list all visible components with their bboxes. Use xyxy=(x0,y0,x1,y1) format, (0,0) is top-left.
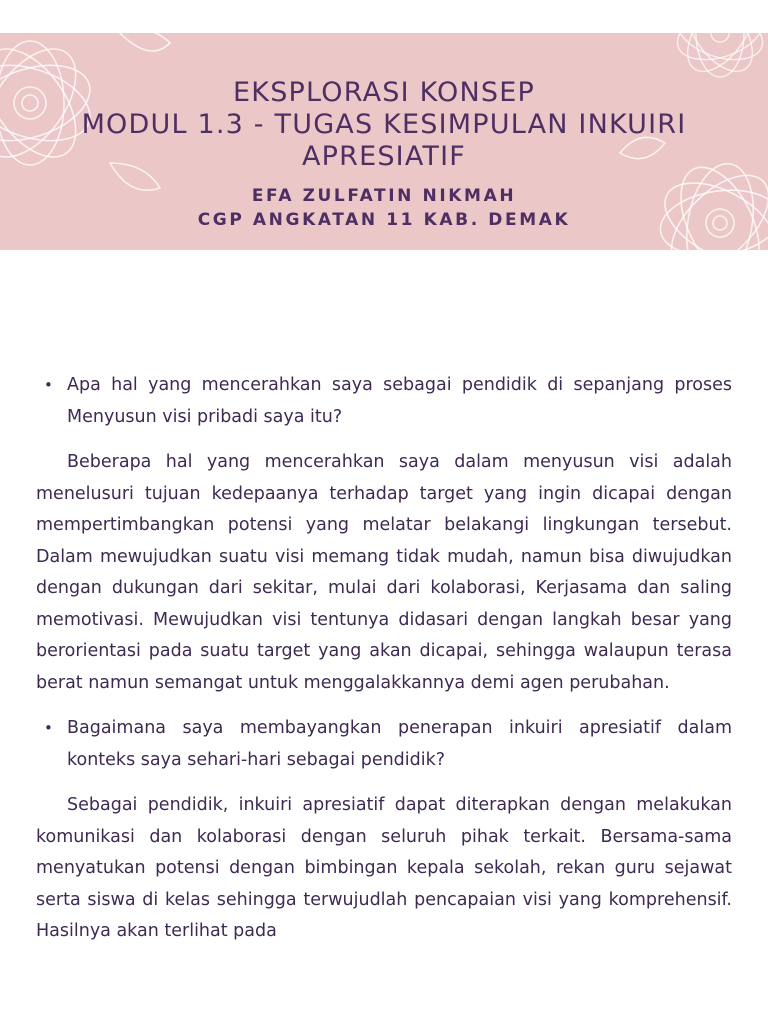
bullet-icon: • xyxy=(44,376,53,394)
title-line-1: EKSPLORASI KONSEP xyxy=(233,77,535,108)
header-banner xyxy=(0,33,768,250)
title-line-2: MODUL 1.3 - TUGAS KESIMPULAN INKUIRI xyxy=(81,109,687,140)
author-block xyxy=(0,184,768,232)
bullet-icon: • xyxy=(44,719,53,737)
answer-1: Beberapa hal yang mencerahkan saya dalam menyusun visi adalah menelusuri tujuan kedepaanya terhadap target yang ingin dicapai dengan mempertimbangkan potensi yang melatar belakangi lingkungan tersebut. Dalam mewujudkan suatu visi memang tidak mudah, namun bisa diwujudkan dengan dukungan dari sekitar, mulai dari kolaborasi, Kerjasama dan saling memotivasi. Mewujudkan visi tentunya didasari dengan langkah besar yang berorientasi pada suatu target yang akan dicapai, sehingga walaupun terasa berat namun semangat untuk menggalakkannya demi agen perubahan. xyxy=(36,452,732,693)
title-line-3: APRESIATIF xyxy=(301,141,467,172)
author-name: EFA ZULFATIN NIKMAH xyxy=(251,186,517,206)
answer-2: Sebagai pendidik, inkuiri apresiatif dapat diterapkan dengan melakukan komunikasi dan kolaborasi dengan seluruh pihak terkait. Bersama-sama menyatukan potensi dengan bimbingan kepala sekolah, rekan guru sejawat serta siswa di kelas sehingga terwujudlah pencapaian visi yang komprehensif. Hasilnya akan terlihat pada xyxy=(36,795,732,941)
question-1 xyxy=(36,370,732,433)
author-affiliation: CGP ANGKATAN 11 KAB. DEMAK xyxy=(197,210,571,230)
question-1-text: Apa hal yang mencerahkan saya sebagai pendidik di sepanjang proses Menyusun visi pribadi saya itu? xyxy=(67,375,732,427)
page-title xyxy=(0,77,768,173)
question-2 xyxy=(36,713,732,776)
document-body xyxy=(36,370,732,962)
question-2-text: Bagaimana saya membayangkan penerapan inkuiri apresiatif dalam konteks saya sehari-hari sebagai pendidik? xyxy=(67,718,732,770)
